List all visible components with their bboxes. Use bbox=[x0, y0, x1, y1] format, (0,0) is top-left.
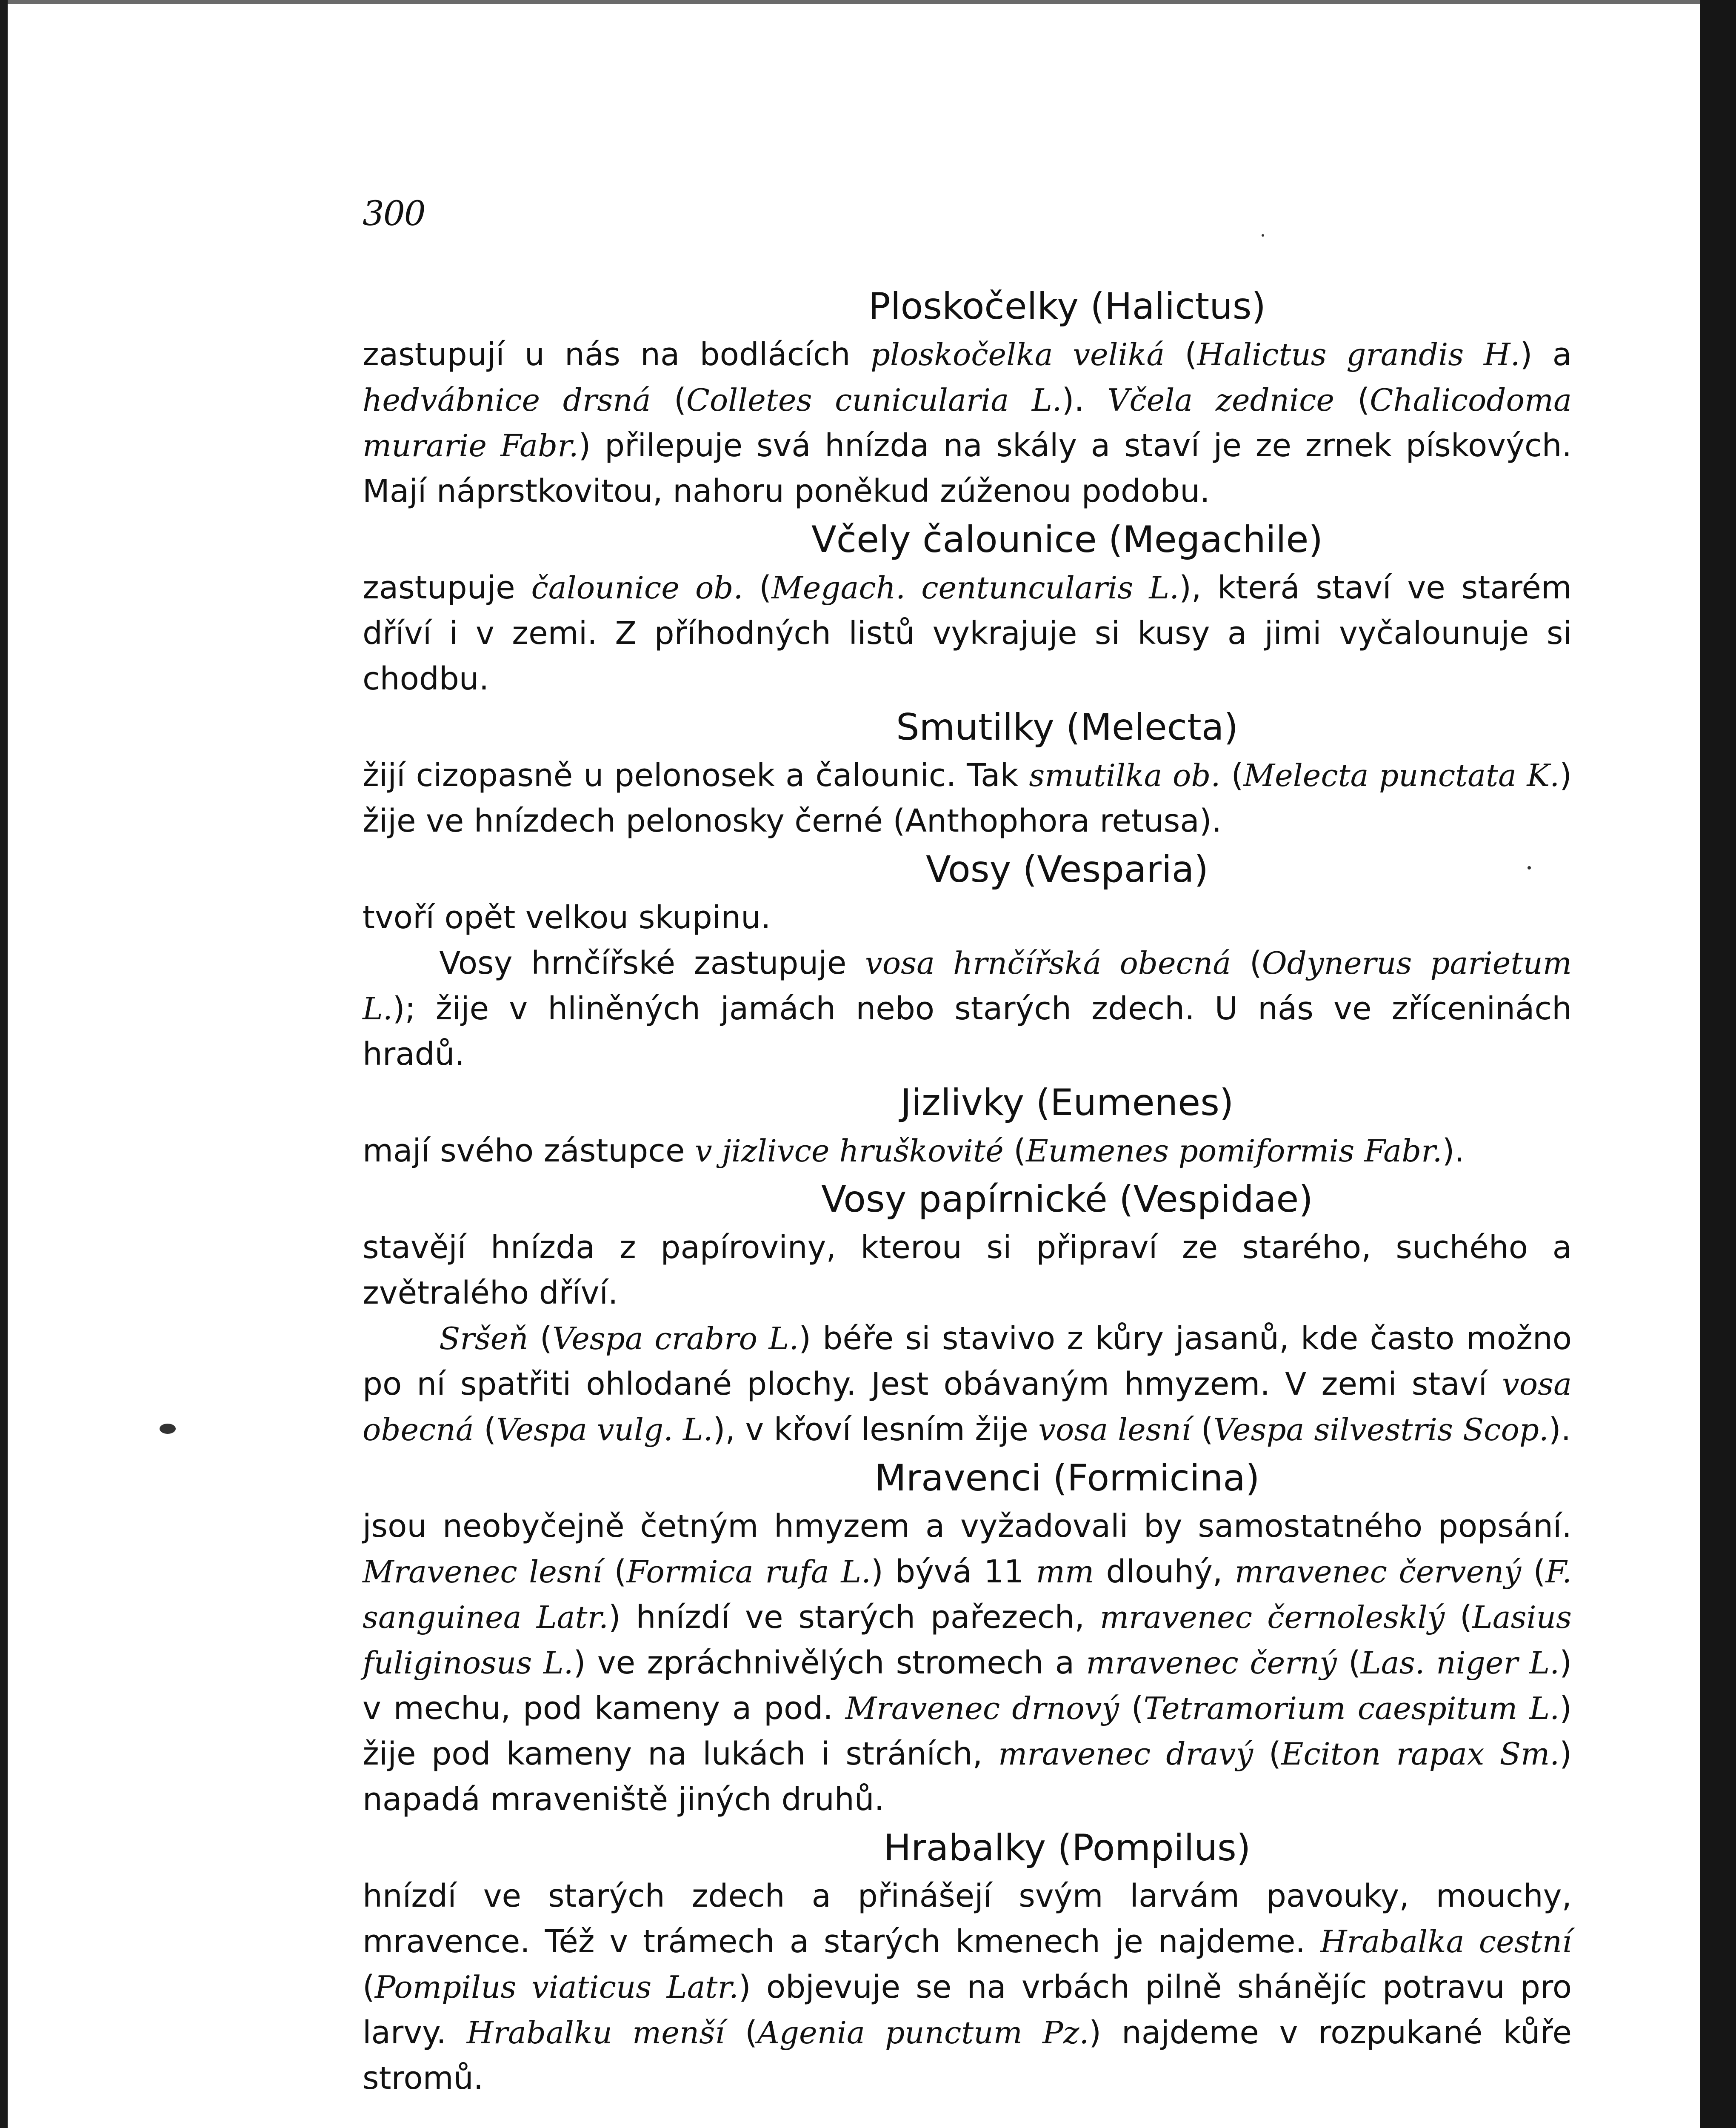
text-run: ( bbox=[474, 1411, 497, 1448]
italic-run: Vespa vulg. L. bbox=[496, 1412, 713, 1447]
section bbox=[363, 1453, 1572, 1822]
text-run: ), v křoví lesním žije bbox=[713, 1411, 1039, 1448]
italic-run: mravenec červený bbox=[1234, 1554, 1522, 1590]
text-run: mají svého zástupce bbox=[363, 1133, 695, 1169]
text-run: ) a bbox=[1520, 336, 1572, 373]
italic-run: Megach. centuncularis L. bbox=[771, 570, 1179, 606]
section-heading: Ploskočelky (Halictus) bbox=[868, 285, 1266, 328]
text-run: ) objevuje se na vrbách pilně shánějíc potravu pro larvy. bbox=[363, 1969, 1572, 2051]
text-run: ) v mechu, pod kameny a pod. bbox=[363, 1645, 1572, 1727]
text-run: ( bbox=[743, 569, 772, 606]
text-run: ( bbox=[1119, 1690, 1144, 1727]
page-body bbox=[363, 281, 1572, 2101]
section bbox=[363, 1822, 1572, 2101]
body-paragraph bbox=[363, 1316, 1572, 1453]
text-run: ( bbox=[602, 1553, 627, 1590]
text-run: ( bbox=[1231, 945, 1262, 981]
text-run: Vosy hrnčířské zastupuje bbox=[439, 945, 865, 981]
section bbox=[363, 281, 1572, 514]
text-run: ( bbox=[1521, 1553, 1546, 1590]
italic-run: Eciton rapax Sm. bbox=[1281, 1736, 1560, 1772]
section bbox=[363, 844, 1572, 1077]
italic-run: Chalicodoma murarie Fabr. bbox=[363, 382, 1572, 463]
italic-run: F. sanguinea Latr. bbox=[363, 1554, 1572, 1635]
body-paragraph bbox=[363, 565, 1572, 702]
section-heading: Včely čalounice (Megachile) bbox=[811, 518, 1323, 561]
text-run: ( bbox=[1003, 1133, 1026, 1169]
text-run: ), která staví ve starém dříví i v zemi. Z příhodných listů vykrajuje si kusy a jimi vyčalounuje si chodbu. bbox=[363, 569, 1572, 697]
text-run: zastupuje bbox=[363, 569, 531, 606]
ink-blot bbox=[160, 1424, 176, 1434]
text-run: ) ve zpráchnivělých stromech a bbox=[573, 1645, 1086, 1681]
text-run: ) najdeme v rozpukané kůře stromů. bbox=[363, 2014, 1572, 2097]
italic-run: mm bbox=[1036, 1554, 1094, 1590]
text-run: ) bývá 11 bbox=[871, 1553, 1036, 1590]
italic-run: Melecta punctata K. bbox=[1243, 758, 1560, 793]
italic-run: smutilka ob. bbox=[1029, 758, 1221, 793]
body-paragraph bbox=[363, 1504, 1572, 1822]
text-run: ( bbox=[651, 382, 686, 418]
italic-run: vosa lesní bbox=[1038, 1412, 1191, 1447]
italic-run: mravenec dravý bbox=[998, 1736, 1253, 1772]
italic-run: Eumenes pomiformis Fabr. bbox=[1026, 1133, 1442, 1169]
text-run: ( bbox=[1165, 336, 1197, 373]
section-heading: Jizlivky (Eumenes) bbox=[900, 1081, 1234, 1124]
body-paragraph bbox=[363, 332, 1572, 514]
text-run: dlouhý, bbox=[1094, 1553, 1235, 1590]
section-heading: Hrabalky (Pompilus) bbox=[883, 1827, 1251, 1869]
text-run: stavějí hnízda z papíroviny, kterou si připraví ze starého, suchého a zvětralého dříví. bbox=[363, 1229, 1572, 1311]
body-paragraph bbox=[363, 941, 1572, 1077]
text-run: jsou neobyčejně četným hmyzem a vyžadovali by samostatného popsání. bbox=[363, 1508, 1572, 1545]
text-run: ( bbox=[363, 1969, 375, 2005]
text-run: ( bbox=[1334, 382, 1370, 418]
text-run: ( bbox=[1445, 1599, 1472, 1636]
scan-edge-top bbox=[0, 0, 1736, 4]
italic-run: čalounice ob. bbox=[531, 570, 743, 606]
italic-run: Mravenec drnový bbox=[845, 1690, 1119, 1726]
dust-speck bbox=[1262, 234, 1264, 237]
text-run: ( bbox=[725, 2014, 757, 2051]
italic-run: Lasius fuliginosus L. bbox=[363, 1599, 1572, 1681]
text-run: ) hnízdí ve starých pařezech, bbox=[608, 1599, 1100, 1636]
italic-run: vosa hrnčířská obecná bbox=[865, 945, 1231, 981]
italic-run: Vespa crabro L. bbox=[552, 1321, 799, 1356]
italic-run: Halictus grandis H. bbox=[1197, 337, 1520, 372]
italic-run: vosa obecná bbox=[363, 1366, 1572, 1447]
italic-run: Včela zednice bbox=[1107, 382, 1335, 418]
text-run: ) přilepuje svá hnízda na skály a staví je ze zrnek pískových. Mají náprstkovitou, nahoru poněkud zúženou podobu. bbox=[363, 427, 1572, 509]
body-paragraph bbox=[363, 1225, 1572, 1316]
text-run: ); žije v hliněných jamách nebo starých zdech. U nás ve zříceninách hradů. bbox=[363, 990, 1572, 1073]
section-heading: Vosy papírnické (Vespidae) bbox=[821, 1178, 1313, 1221]
section bbox=[363, 702, 1572, 844]
page-number: 300 bbox=[363, 194, 425, 233]
italic-run: hedvábnice drsná bbox=[363, 382, 651, 418]
text-run: žijí cizopasně u pelonosek a čalounic. Tak bbox=[363, 757, 1029, 794]
italic-run: mravenec černý bbox=[1086, 1645, 1337, 1681]
body-paragraph bbox=[363, 1873, 1572, 2101]
italic-run: Odynerus parietum L. bbox=[363, 945, 1572, 1027]
text-run: zastupují u nás na bodlácích bbox=[363, 336, 871, 373]
section bbox=[363, 514, 1572, 702]
italic-run: Colletes cunicularia L. bbox=[686, 382, 1062, 418]
text-run: ) béře si stavivo z kůry jasanů, kde často možno po ní spatřiti ohlodané plochy. Jest obávaným hmyzem. V zemi staví bbox=[363, 1320, 1572, 1402]
section bbox=[363, 1174, 1572, 1453]
text-run: ( bbox=[1191, 1411, 1213, 1448]
section-heading: Vosy (Vesparia) bbox=[925, 848, 1209, 891]
italic-run: Hrabalka cestní bbox=[1320, 1924, 1572, 1959]
section-heading: Mravenci (Formicina) bbox=[874, 1457, 1260, 1499]
italic-run: ploskočelka veliká bbox=[870, 337, 1165, 372]
body-paragraph bbox=[363, 753, 1572, 844]
italic-run: Hrabalku menší bbox=[466, 2015, 725, 2051]
scan-edge-left bbox=[0, 0, 8, 2128]
text-run: ( bbox=[1336, 1645, 1361, 1681]
italic-run: Mravenec lesní bbox=[363, 1554, 602, 1590]
italic-run: Agenia punctum Pz. bbox=[757, 2015, 1089, 2051]
scan-edge-right bbox=[1700, 0, 1736, 2128]
text-run: ) žije pod kameny na lukách i stráních, bbox=[363, 1690, 1572, 1772]
text-run: ) žije ve hnízdech pelonosky černé (Anthophora retusa). bbox=[363, 757, 1572, 839]
text-run: ). bbox=[1442, 1133, 1465, 1169]
text-run: ). bbox=[1548, 1411, 1571, 1448]
text-run: ( bbox=[1220, 757, 1244, 794]
italic-run: Vespa silvestris Scop. bbox=[1213, 1412, 1549, 1447]
text-run: ( bbox=[1253, 1736, 1281, 1772]
italic-run: Las. niger L. bbox=[1360, 1645, 1560, 1681]
italic-run: Pompilus viaticus Latr. bbox=[374, 1969, 739, 2005]
text-run: hnízdí ve starých zdech a přinášejí svým larvám pavouky, mouchy, mravence. Též v trámech a starých kmenech je najdeme. bbox=[363, 1878, 1572, 1960]
body-paragraph bbox=[363, 1128, 1572, 1174]
section-heading: Smutilky (Melecta) bbox=[896, 706, 1239, 749]
italic-run: Tetramorium caespitum L. bbox=[1143, 1690, 1560, 1726]
text-run: ( bbox=[528, 1320, 552, 1357]
body-paragraph bbox=[363, 895, 1572, 941]
italic-run: Sršeň bbox=[439, 1321, 528, 1356]
text-run: ). bbox=[1062, 382, 1108, 418]
italic-run: Formica rufa L. bbox=[626, 1554, 871, 1590]
section bbox=[363, 1077, 1572, 1174]
italic-run: mravenec černolesklý bbox=[1099, 1599, 1445, 1635]
text-run: tvoří opět velkou skupinu. bbox=[363, 899, 771, 936]
italic-run: v jizlivce hruškovité bbox=[695, 1133, 1004, 1169]
text-run: ) napadá mraveniště jiných druhů. bbox=[363, 1736, 1572, 1818]
